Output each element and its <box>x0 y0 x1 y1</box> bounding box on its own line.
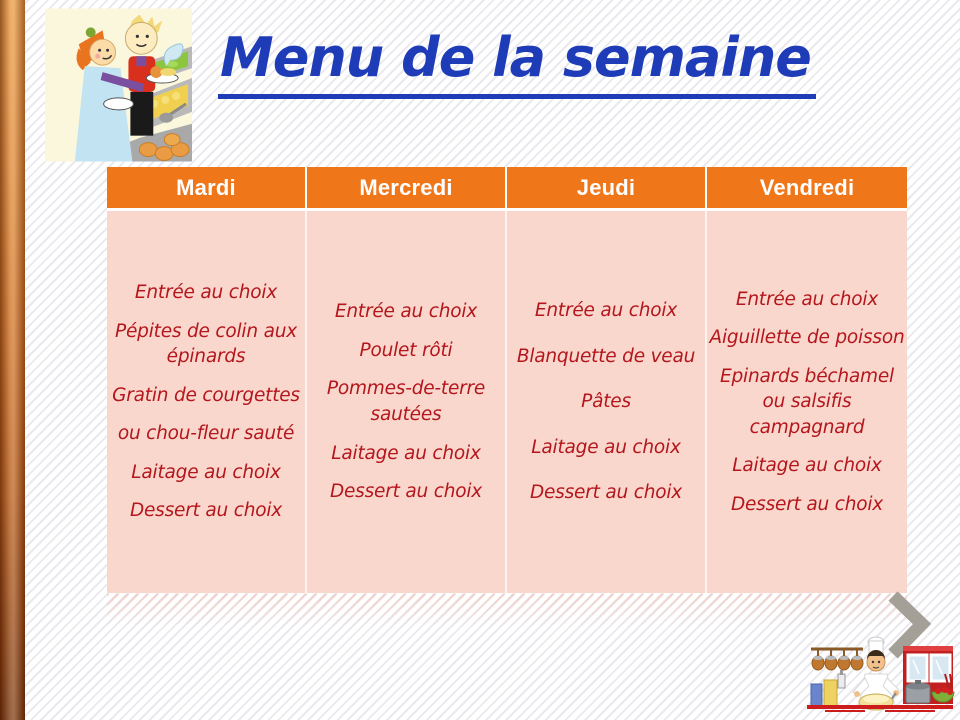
column-body-jeudi <box>507 211 707 593</box>
menu-item: Laitage au choix <box>732 455 882 477</box>
menu-item: Laitage au choix <box>131 461 281 483</box>
table-reflection <box>107 594 907 628</box>
cafeteria-clipart <box>45 8 192 162</box>
menu-item: Laitage au choix <box>331 442 481 464</box>
menu-item: Dessert au choix <box>129 500 283 522</box>
menu-item: Aiguillette de poisson <box>709 327 905 349</box>
column-jeudi <box>507 167 707 593</box>
menu-item: Entrée au choix <box>334 301 478 323</box>
menu-item: Dessert au choix <box>329 481 483 503</box>
column-header-mardi: Mardi <box>107 167 307 211</box>
menu-item: Laitage au choix <box>531 436 681 458</box>
column-mercredi <box>307 167 507 593</box>
chef-clipart <box>805 636 955 718</box>
menu-item: Dessert au choix <box>529 482 683 504</box>
chef-clipart-image <box>805 636 955 718</box>
menu-item: Entrée au choix <box>735 288 879 310</box>
menu-item: Pâtes <box>581 391 631 413</box>
column-vendredi <box>707 167 907 593</box>
menu-item: Pommes-de-terre sautées <box>326 378 486 425</box>
column-body-mercredi <box>307 211 507 593</box>
column-header-vendredi: Vendredi <box>707 167 907 211</box>
menu-item: Poulet rôti <box>359 339 453 361</box>
menu-item: Blanquette de veau <box>516 345 696 367</box>
menu-item: Dessert au choix <box>730 493 884 515</box>
column-mardi <box>107 167 307 593</box>
menu-table <box>107 167 907 593</box>
menu-item: Entrée au choix <box>534 300 678 322</box>
cafeteria-clipart-image <box>45 8 192 162</box>
menu-item: Epinards béchamel ou salsifis campagnard <box>719 365 894 438</box>
page-title <box>218 26 816 89</box>
column-header-jeudi: Jeudi <box>507 167 707 211</box>
left-accent-bar <box>0 0 25 720</box>
menu-item: Entrée au choix <box>134 282 278 304</box>
menu-item: Gratin de courgettes <box>112 384 300 406</box>
column-body-mardi <box>107 211 307 593</box>
column-header-mercredi: Mercredi <box>307 167 507 211</box>
menu-item: Pépites de colin aux épinards <box>115 320 297 368</box>
page-title-text: Menu de la semaine <box>218 26 816 99</box>
menu-item: ou chou-fleur sauté <box>117 423 295 445</box>
column-body-vendredi <box>707 211 907 593</box>
